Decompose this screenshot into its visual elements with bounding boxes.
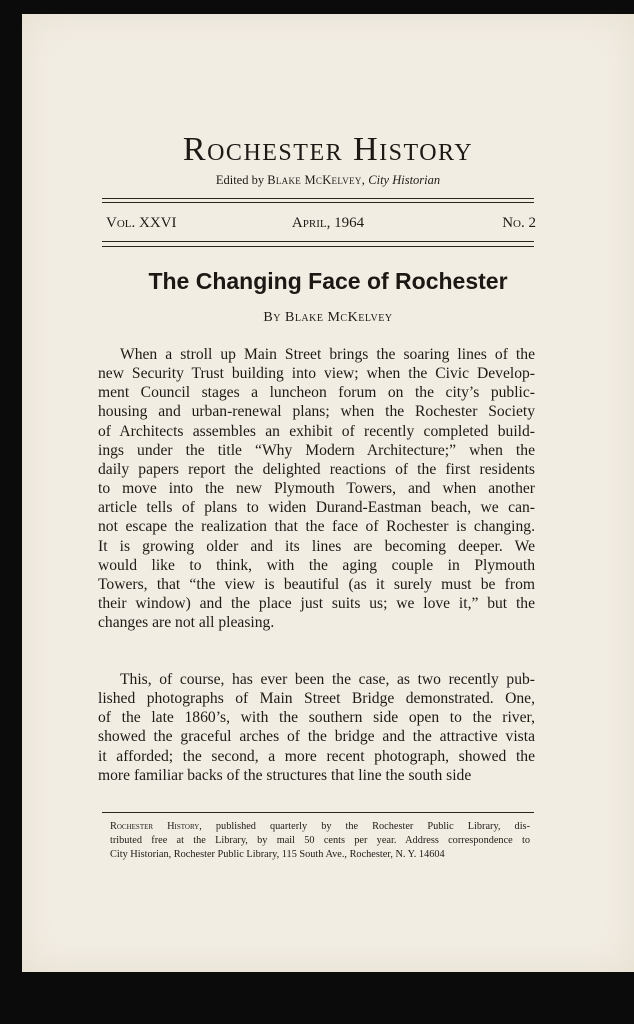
article-paragraph-2 bbox=[98, 670, 535, 785]
footer-line: City Historian, Rochester Public Library, 115 South Ave., Rochester, N. Y. 14604 bbox=[110, 849, 445, 860]
byline-prefix: By bbox=[263, 310, 281, 325]
paragraph-line: not escape the realization that the face of Rochester is changing. bbox=[98, 518, 535, 536]
paragraph-line: more familiar backs of the structures that line the south side bbox=[98, 766, 472, 784]
footer-publication-name: Rochester History, bbox=[110, 821, 202, 832]
editor-role: City Historian bbox=[368, 173, 441, 187]
paragraph-line: daily papers report the delighted reactions of the first residents bbox=[98, 460, 535, 478]
edited-by-label: Edited by bbox=[215, 173, 265, 187]
paragraph-line: of Architects assembles an exhibit of recently completed build- bbox=[98, 422, 535, 440]
paragraph-line: housing and urban-renewal plans; when the Rochester Society bbox=[98, 403, 535, 421]
issue-number: No. 2 bbox=[502, 215, 536, 231]
article-byline bbox=[22, 309, 634, 327]
paragraph-line: Towers, that “the view is beautiful (as it surely must be from bbox=[98, 575, 535, 593]
masthead-rule-top-inner bbox=[102, 202, 534, 203]
paragraph-line: When a stroll up Main Street brings the soaring lines of the bbox=[120, 346, 535, 363]
issue-volume: Vol. XXVI bbox=[106, 215, 177, 231]
paragraph-line: would like to think, with the aging couple in Plymouth bbox=[98, 556, 535, 574]
paragraph-line: their window) and the place just suits us; we love it,” but the bbox=[98, 595, 535, 613]
issue-date: April, 1964 bbox=[291, 215, 365, 231]
masthead-rule-bottom bbox=[102, 246, 534, 247]
paragraph-line: This, of course, has ever been the case, as two recently pub- bbox=[120, 671, 535, 688]
paragraph-line: to move into the new Plymouth Towers, and when another bbox=[98, 480, 535, 498]
paragraph-line: article tells of plans to widen Durand-Eastman beach, we can- bbox=[98, 499, 535, 517]
footer-line bbox=[110, 820, 530, 834]
paragraph-line: ings under the title “Why Modern Architecture;” when the bbox=[98, 441, 535, 459]
article-title: The Changing Face of Rochester bbox=[148, 268, 508, 294]
document-page bbox=[22, 14, 634, 972]
paragraph-line: It is growing older and its lines are becoming deeper. We bbox=[98, 537, 535, 555]
publication-footer bbox=[110, 820, 530, 862]
footer-line: tributed free at the Library, by mail 50 cents per year. Address correspondence to bbox=[110, 835, 530, 846]
paragraph-line: changes are not all pleasing. bbox=[98, 614, 275, 632]
editor-credit bbox=[22, 172, 634, 188]
footer-rule bbox=[102, 812, 534, 813]
paragraph-line: it afforded; the second, a more recent photograph, showed the bbox=[98, 747, 535, 765]
paragraph-line: of the late 1860’s, with the southern side open to the river, bbox=[98, 709, 535, 727]
paragraph-line: lished photographs of Main Street Bridge demonstrated. One, bbox=[98, 690, 535, 708]
masthead-rule-bottom-inner bbox=[102, 241, 534, 242]
editor-name: Blake McKelvey, bbox=[267, 173, 366, 187]
masthead-title: Rochester History bbox=[182, 131, 474, 168]
article-paragraph-1 bbox=[98, 345, 535, 632]
masthead-rule-top bbox=[102, 198, 534, 199]
paragraph-line: new Security Trust building into view; when the Civic Develop- bbox=[98, 365, 535, 383]
footer-line-text: published quarterly by the Rochester Public Library, dis- bbox=[215, 821, 530, 832]
paragraph-line: ment Council stages a luncheon forum on the city’s public- bbox=[98, 384, 535, 402]
byline-author: Blake McKelvey bbox=[284, 310, 393, 325]
paragraph-line: showed the graceful arches of the bridge and the attractive vista bbox=[98, 728, 535, 746]
